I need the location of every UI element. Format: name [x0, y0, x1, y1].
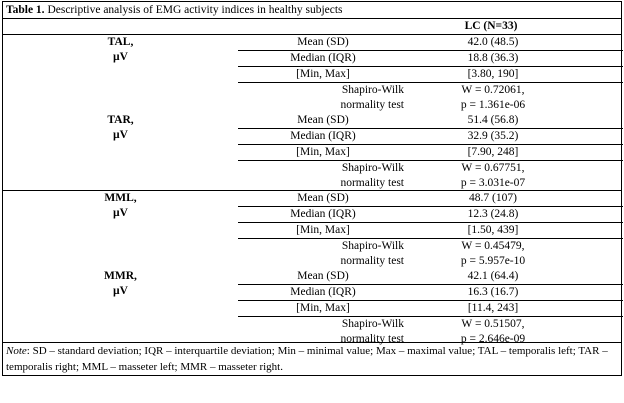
table-caption	[3, 2, 621, 19]
stat-value-line: W = 0.72061,	[461, 84, 525, 96]
table-row	[238, 129, 623, 145]
stat-value-line: W = 0.45479,	[461, 240, 525, 252]
table-row	[238, 207, 623, 223]
stat-label: [Min, Max]	[296, 68, 350, 80]
stat-value	[438, 161, 548, 191]
muscle-unit: µV	[113, 285, 128, 297]
muscle-name: TAR,	[107, 114, 134, 126]
stat-label: Mean (SD)	[297, 36, 349, 48]
stat-label: [Min, Max]	[296, 224, 350, 236]
stat-label-line: Shapiro-Wilk	[341, 318, 404, 330]
stat-label: [Min, Max]	[296, 302, 350, 314]
stat-value: 32.9 (35.2)	[467, 130, 519, 142]
stat-label-line: normality test	[340, 177, 404, 189]
table-group-masseter	[3, 191, 621, 343]
table-row	[238, 113, 623, 129]
muscle-label-tar	[3, 113, 238, 143]
table-row	[238, 301, 623, 317]
stat-value: 42.1 (64.4)	[467, 270, 519, 282]
stat-value-line: p = 2.646e-09	[460, 333, 526, 345]
stat-label: Median (IQR)	[290, 286, 356, 298]
muscle-label-tal	[3, 35, 238, 65]
stat-label	[238, 161, 404, 191]
table-group-temporalis	[3, 35, 621, 191]
stat-value-line: W = 0.51507,	[461, 318, 525, 330]
table-row	[238, 67, 623, 83]
table-row	[238, 161, 623, 191]
table-row	[238, 83, 623, 113]
stat-value	[438, 317, 548, 347]
table-caption-label: Table 1.	[6, 4, 45, 16]
stat-label-line: normality test	[340, 255, 404, 267]
table-note-text: : SD – standard deviation; IQR – interquartile deviation; Min – minimal value; Max – maximal value; TAL – temporalis left; TAR – temporalis right; MML – masseter left; MMR – masseter right.	[6, 345, 608, 373]
table-row	[238, 191, 623, 207]
muscle-label-mml	[3, 191, 238, 221]
table-row	[238, 51, 623, 67]
stat-label: Mean (SD)	[297, 192, 349, 204]
stat-label	[238, 239, 404, 269]
stat-value: 48.7 (107)	[469, 192, 517, 204]
stat-label: Median (IQR)	[290, 208, 356, 220]
stat-label-line: Shapiro-Wilk	[341, 240, 404, 252]
muscle-name: MMR,	[104, 270, 137, 282]
stat-label	[238, 83, 404, 113]
table-row	[238, 317, 623, 347]
stat-value	[438, 83, 548, 113]
table-row	[238, 269, 623, 285]
stat-label: Median (IQR)	[290, 52, 356, 64]
table-note	[3, 343, 621, 375]
stat-value: [3.80, 190]	[467, 68, 519, 80]
table-header-row	[3, 19, 621, 35]
muscle-unit: µV	[113, 51, 128, 63]
group-header: LC (N=33)	[464, 20, 518, 32]
stat-value-line: p = 3.031e-07	[460, 177, 526, 189]
stat-value: [1.50, 439]	[467, 224, 519, 236]
stat-label: [Min, Max]	[296, 146, 350, 158]
stat-value-line: p = 5.957e-10	[460, 255, 526, 267]
stat-value-line: p = 1.361e-06	[460, 99, 526, 111]
stat-value: 12.3 (24.8)	[467, 208, 519, 220]
muscle-unit: µV	[113, 129, 128, 141]
stat-value: [11.4, 243]	[467, 302, 519, 314]
stat-label: Mean (SD)	[297, 270, 349, 282]
stat-label-line: Shapiro-Wilk	[341, 162, 404, 174]
table-row	[238, 285, 623, 301]
stat-value: [7.90, 248]	[467, 146, 519, 158]
stat-label	[238, 317, 404, 347]
stat-label-line: Shapiro-Wilk	[341, 84, 404, 96]
results-table	[2, 1, 622, 376]
stat-value	[438, 239, 548, 269]
muscle-label-mmr	[3, 269, 238, 299]
stat-value-line: W = 0.67751,	[461, 162, 525, 174]
stat-value: 18.8 (36.3)	[467, 52, 519, 64]
stat-label: Median (IQR)	[290, 130, 356, 142]
muscle-name: MML,	[104, 192, 137, 204]
stat-label: Mean (SD)	[297, 114, 349, 126]
stat-label-line: normality test	[340, 99, 404, 111]
table-row	[238, 223, 623, 239]
muscle-unit: µV	[113, 207, 128, 219]
stat-value: 42.0 (48.5)	[467, 36, 519, 48]
table-note-label: Note	[6, 345, 27, 357]
table-caption-text: Descriptive analysis of EMG activity indices in healthy subjects	[44, 4, 343, 16]
table-row	[238, 239, 623, 269]
muscle-name: TAL,	[107, 36, 134, 48]
stat-label-line: normality test	[340, 333, 404, 345]
stat-value: 16.3 (16.7)	[467, 286, 519, 298]
table-row	[238, 35, 623, 51]
stat-value: 51.4 (56.8)	[467, 114, 519, 126]
table-row	[238, 145, 623, 161]
